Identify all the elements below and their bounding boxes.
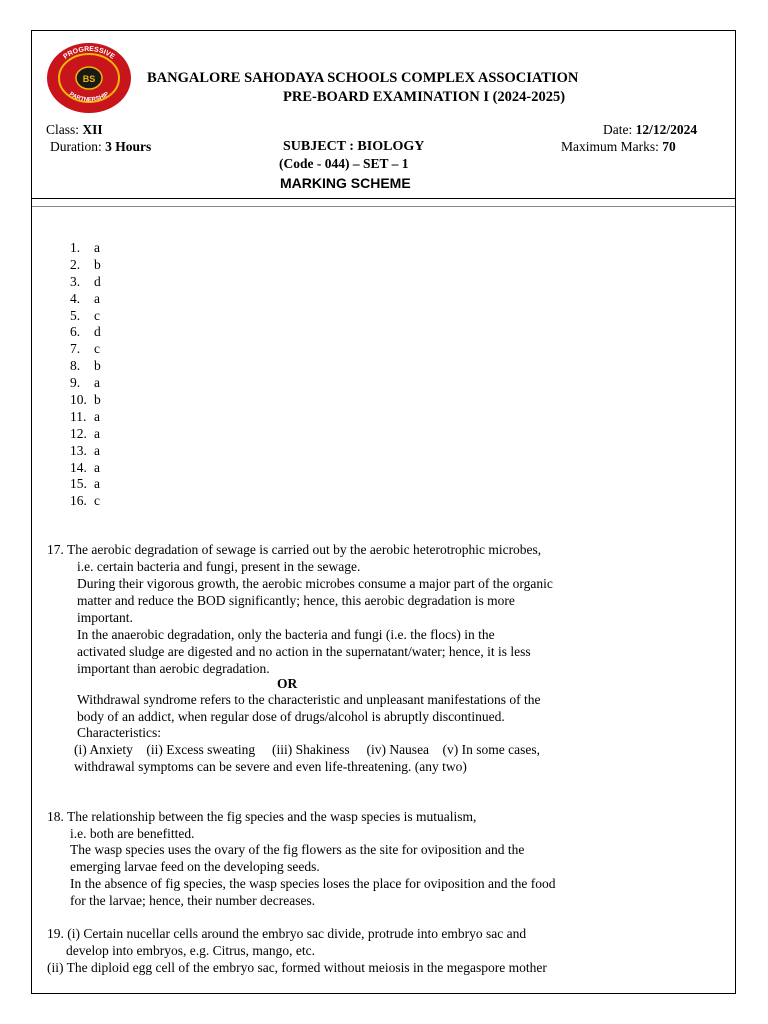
answer-text-line: important. — [77, 610, 133, 625]
answer-text-line: In the absence of fig species, the wasp species loses the place for oviposition and the food — [70, 876, 556, 891]
mcq-answer — [70, 291, 101, 308]
mcq-option: b — [94, 256, 101, 272]
mcq-option: b — [94, 358, 101, 374]
mcq-number: 6. — [70, 324, 81, 340]
mcq-number: 5. — [70, 307, 81, 323]
mcq-option: d — [94, 324, 101, 340]
mcq-answer — [70, 426, 101, 443]
mcq-answer — [70, 392, 101, 409]
logo-text-bottom: PARTNERSHIP — [67, 91, 111, 104]
answer-text-line: 17. The aerobic degradation of sewage is carried out by the aerobic heterotrophic microbes, — [47, 542, 542, 557]
mcq-number: 14. — [70, 459, 87, 475]
logo-text-top: PROGRESSIVE — [62, 45, 116, 61]
answer-text-line: withdrawal symptoms can be severe and even life-threatening. (any two) — [74, 759, 467, 774]
answer-text-line: The wasp species uses the ovary of the fig flowers as the site for oviposition and the — [70, 842, 525, 857]
mcq-answer — [70, 274, 101, 291]
mcq-answer — [70, 460, 101, 477]
mcq-number: 9. — [70, 375, 81, 391]
mcq-answer — [70, 324, 101, 341]
header-divider — [32, 198, 735, 199]
mcq-answer — [70, 443, 101, 460]
duration-label: Duration: — [50, 139, 106, 154]
mcq-answer — [70, 476, 101, 493]
answer-text-line: i.e. certain bacteria and fungi, present in the sewage. — [77, 559, 361, 574]
answer-text-line: important than aerobic degradation. — [77, 661, 270, 676]
mcq-answer — [70, 257, 101, 274]
answer-text-line: During their vigorous growth, the aerobic microbes consume a major part of the organic — [77, 576, 553, 591]
mcq-answer-list — [70, 240, 101, 510]
school-logo — [46, 42, 132, 114]
date-value: 12/12/2024 — [635, 122, 698, 137]
answer-text-line: activated sludge are digested and no action in the supernatant/water; hence, it is less — [77, 644, 531, 659]
mcq-option: a — [94, 442, 100, 458]
max-marks-label: Maximum Marks: — [561, 139, 663, 154]
or-separator: OR — [277, 676, 298, 691]
mcq-option: a — [94, 375, 100, 391]
mcq-option: a — [94, 459, 100, 475]
mcq-option: a — [94, 290, 100, 306]
mcq-answer — [70, 493, 101, 510]
max-marks-info — [561, 139, 676, 155]
mcq-option: a — [94, 240, 100, 255]
mcq-answer — [70, 358, 101, 375]
mcq-answer — [70, 240, 101, 257]
logo-center-text: BS — [82, 74, 96, 84]
answer-text-line: (i) Anxiety (ii) Excess sweating (iii) Shakiness (iv) Nausea (v) In some cases, — [74, 742, 541, 757]
mcq-number: 8. — [70, 358, 81, 374]
mcq-option: b — [94, 392, 101, 408]
answer-text-line: emerging larvae feed on the developing seeds. — [70, 859, 320, 874]
answer-text-line: In the anaerobic degradation, only the bacteria and fungi (i.e. the flocs) in the — [77, 627, 495, 642]
mcq-answer — [70, 375, 101, 392]
answer-text-line: Withdrawal syndrome refers to the characteristic and unpleasant manifestations of the — [77, 692, 541, 707]
answer-text-line: i.e. both are benefitted. — [70, 826, 195, 841]
class-label: Class: — [46, 122, 83, 137]
answer-text-line: (ii) The diploid egg cell of the embryo sac, formed without meiosis in the megaspore mother — [47, 960, 547, 975]
duration-value: 3 Hours — [105, 139, 152, 154]
mcq-option: a — [94, 408, 100, 424]
organization-name: BANGALORE SAHODAYA SCHOOLS COMPLEX ASSOCIATION — [147, 70, 579, 86]
mcq-answer — [70, 308, 101, 325]
answer-text-line: 18. The relationship between the fig species and the wasp species is mutualism, — [47, 809, 477, 824]
date-info — [603, 122, 697, 138]
mcq-number: 7. — [70, 341, 81, 357]
mcq-number: 11. — [70, 408, 87, 424]
mcq-option: c — [94, 493, 100, 509]
mcq-option: a — [94, 425, 100, 441]
answer-text-line: for the larvae; hence, their number decreases. — [70, 893, 316, 908]
answer-text-line: body of an addict, when regular dose of drugs/alcohol is abruptly discontinued. — [77, 709, 505, 724]
mcq-answer — [70, 409, 101, 426]
mcq-answer — [70, 341, 101, 358]
duration-info — [50, 139, 151, 155]
date-label: Date: — [603, 122, 636, 137]
mcq-option: c — [94, 341, 100, 357]
mcq-number: 12. — [70, 425, 87, 441]
class-info — [46, 122, 103, 138]
mcq-number: 4. — [70, 290, 81, 306]
header-divider-secondary — [32, 206, 735, 207]
mcq-number: 15. — [70, 476, 87, 492]
answer-text-line: Characteristics: — [77, 725, 161, 740]
answer-text-line: 19. (i) Certain nucellar cells around the embryo sac divide, protrude into embryo sac and — [47, 926, 527, 941]
mcq-option: d — [94, 273, 101, 289]
marking-scheme-title: MARKING SCHEME — [280, 175, 411, 191]
answer-text-line: develop into embryos, e.g. Citrus, mango, etc. — [66, 943, 315, 958]
max-marks-value: 70 — [662, 139, 676, 154]
mcq-number: 1. — [70, 240, 81, 255]
mcq-number: 10. — [70, 392, 87, 408]
exam-title: PRE-BOARD EXAMINATION I (2024-2025) — [283, 89, 566, 105]
answer-text-line: matter and reduce the BOD significantly; hence, this aerobic degradation is more — [77, 593, 515, 608]
mcq-option: a — [94, 476, 100, 492]
mcq-number: 3. — [70, 273, 81, 289]
mcq-number: 2. — [70, 256, 81, 272]
class-value: XII — [82, 122, 103, 137]
subject-code: (Code - 044) – SET – 1 — [279, 156, 409, 171]
mcq-option: c — [94, 307, 100, 323]
mcq-number: 13. — [70, 442, 87, 458]
subject-title: SUBJECT : BIOLOGY — [283, 139, 425, 154]
mcq-number: 16. — [70, 493, 87, 509]
